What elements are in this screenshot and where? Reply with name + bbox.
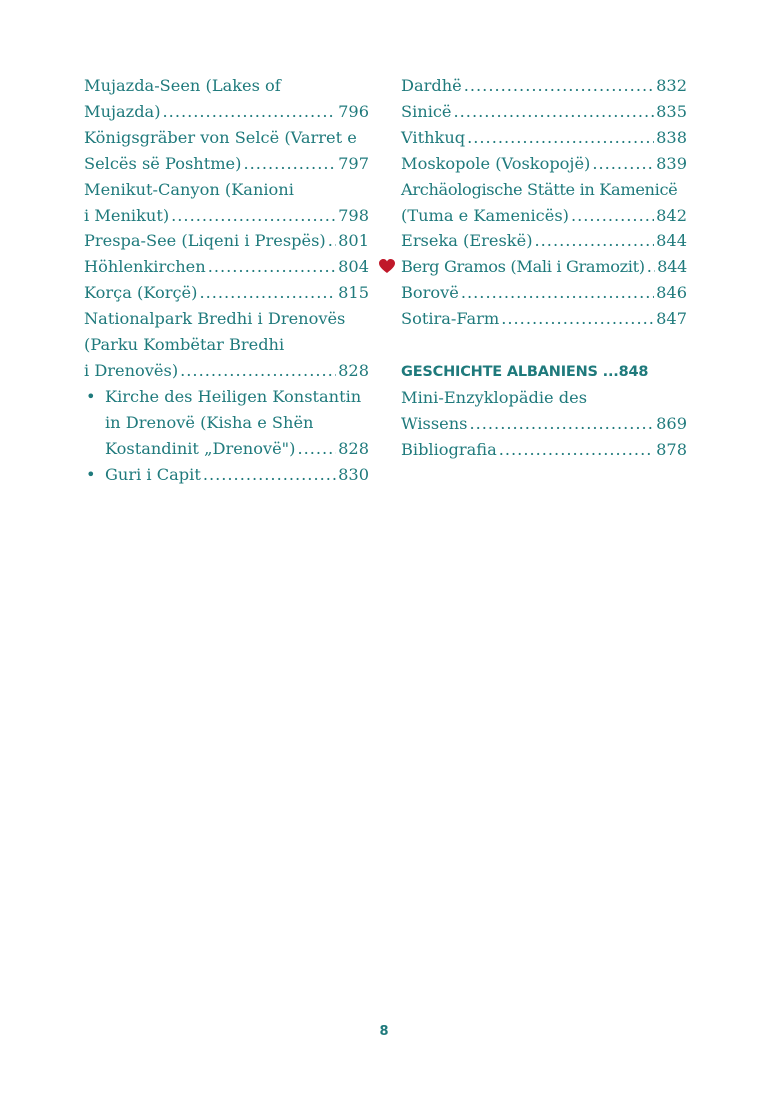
toc-section-geschichte-albaniens[interactable]: GESCHICHTE ALBANIENS ...848 bbox=[401, 364, 649, 381]
dot-leader bbox=[535, 228, 655, 254]
toc-entry-prespa-see[interactable]: Prespa-See (Liqeni i Prespës) ..... 801 bbox=[84, 228, 369, 254]
page-ref: 828 bbox=[338, 360, 369, 380]
page-ref: 830 bbox=[338, 464, 369, 484]
dot-leader bbox=[464, 73, 654, 99]
page-number: 8 bbox=[379, 1024, 389, 1039]
toc-entry-vithkuq[interactable]: Vithkuq ..... 838 bbox=[401, 125, 687, 151]
toc-left-column bbox=[84, 73, 369, 488]
dot-leader bbox=[454, 99, 655, 125]
toc-entry-sotira-farm[interactable]: Sotira-Farm ..... 847 bbox=[401, 306, 687, 332]
dot-leader bbox=[208, 254, 336, 280]
toc-entry-dardhe[interactable]: Dardhë ..... 832 bbox=[401, 73, 687, 99]
page-ref: 844 bbox=[656, 231, 687, 251]
page-ref: 798 bbox=[338, 205, 369, 225]
page-ref: 796 bbox=[338, 101, 369, 121]
toc-subentry-guri-i-capit[interactable]: • Guri i Capit ..... 830 bbox=[84, 462, 369, 488]
toc-subentry-kirche-konstantin[interactable]: • Kirche des Heiligen Konstantin in Drenovë (Kisha e Shën Kostandinit „Drenovë") ..... 828 bbox=[84, 384, 369, 462]
page-ref: 804 bbox=[338, 257, 369, 277]
toc-entry-korca[interactable]: Korça (Korçë) ..... 815 bbox=[84, 280, 369, 306]
dot-leader bbox=[467, 125, 654, 151]
dot-leader bbox=[647, 254, 655, 280]
toc-entry-kamenice[interactable]: Archäologische Stätte in Kamenicë (Tuma e Kamenicës) ..... 842 bbox=[401, 177, 687, 229]
page-ref: 844 bbox=[657, 257, 687, 277]
dot-leader bbox=[469, 411, 654, 437]
page-ref: 842 bbox=[656, 205, 687, 225]
dot-leader bbox=[571, 203, 654, 229]
toc-entry-menikut-canyon[interactable]: Menikut-Canyon (Kanioni i Menikut) ..... 798 bbox=[84, 177, 369, 229]
dot-leader bbox=[163, 99, 337, 125]
page-ref: 846 bbox=[656, 283, 687, 303]
bullet-icon: • bbox=[86, 386, 96, 406]
dot-leader bbox=[297, 436, 336, 462]
dot-leader bbox=[243, 151, 336, 177]
toc-entry-koenigsgraeber[interactable]: Königsgräber von Selcë (Varret e Selcës së Poshtme) ..... 797 bbox=[84, 125, 369, 177]
toc-right-column bbox=[401, 73, 687, 463]
toc-entry-erseka[interactable]: Erseka (Ereskë) ..... 844 bbox=[401, 228, 687, 254]
toc-entry-mujazda-seen[interactable]: Mujazda-Seen (Lakes of Mujazda) ..... 796 bbox=[84, 73, 369, 125]
dot-leader bbox=[501, 306, 654, 332]
toc-entry-hoehlenkirchen[interactable]: Höhlenkirchen ..... 804 bbox=[84, 254, 369, 280]
dot-leader bbox=[328, 228, 336, 254]
toc-entry-moskopole[interactable]: Moskopole (Voskopojë) ..... 839 bbox=[401, 151, 687, 177]
dot-leader bbox=[180, 358, 336, 384]
dot-leader bbox=[199, 280, 336, 306]
page-ref: 801 bbox=[338, 231, 369, 251]
toc-entry-bibliografia[interactable]: Bibliografia ..... 878 bbox=[401, 437, 687, 463]
page-ref: 839 bbox=[656, 153, 687, 173]
page-ref: 838 bbox=[656, 127, 687, 147]
page-ref: 835 bbox=[656, 101, 687, 121]
page-ref: 828 bbox=[338, 438, 369, 458]
toc-entry-borove[interactable]: Borovë ..... 846 bbox=[401, 280, 687, 306]
page-ref: 815 bbox=[338, 283, 369, 303]
toc-entry-berg-gramos[interactable]: Berg Gramos (Mali i Gramozit) ..... 844 bbox=[401, 254, 687, 280]
toc-entry-sinice[interactable]: Sinicë ..... 835 bbox=[401, 99, 687, 125]
page-ref: 797 bbox=[338, 153, 369, 173]
page-ref: 848 bbox=[618, 364, 649, 381]
page-ref: 832 bbox=[656, 76, 687, 95]
heart-icon bbox=[379, 259, 395, 274]
bullet-icon: • bbox=[86, 464, 96, 484]
page-ref: 878 bbox=[656, 439, 687, 459]
page-ref: 847 bbox=[656, 309, 687, 329]
dot-leader bbox=[171, 203, 336, 229]
dot-leader bbox=[203, 462, 336, 488]
toc-entry-nationalpark-bredhi[interactable]: Nationalpark Bredhi i Drenovës (Parku Kombëtar Bredhi i Drenovës) ..... 828 bbox=[84, 306, 369, 384]
toc-entry-mini-enzyklopaedie[interactable]: Mini-Enzyklopädie des Wissens ..... 869 bbox=[401, 385, 687, 437]
dot-leader bbox=[592, 151, 654, 177]
dot-leader bbox=[461, 280, 654, 306]
dot-leader bbox=[499, 437, 654, 463]
page-ref: 869 bbox=[656, 413, 687, 433]
